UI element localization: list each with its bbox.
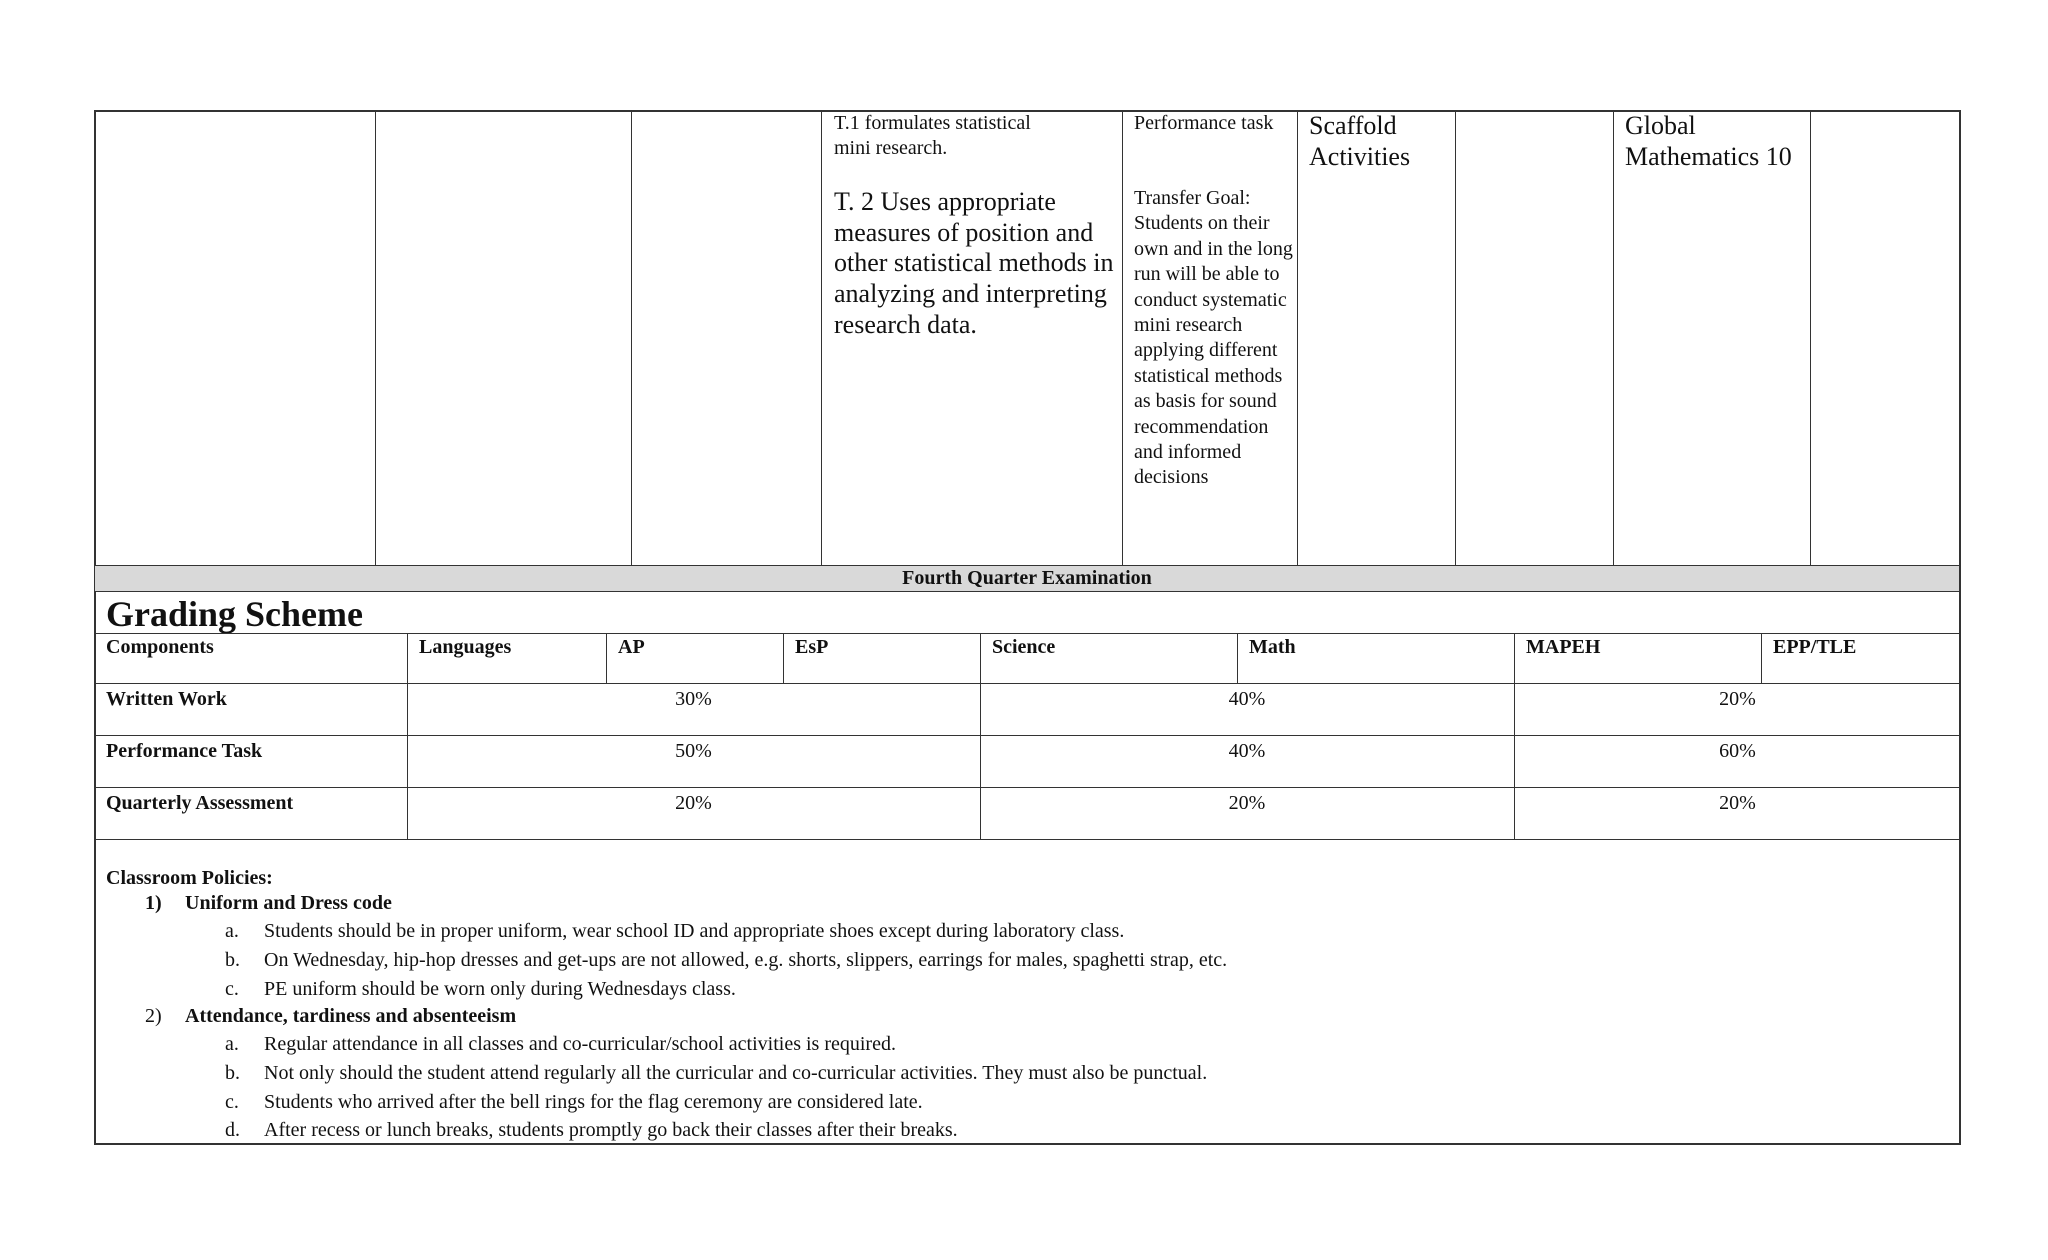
- policy-item: Students who arrived after the bell rings for the flag ceremony are considered late.: [264, 1091, 923, 1113]
- row-performance-task: Performance Task: [106, 740, 263, 762]
- row-divider: [94, 735, 1961, 736]
- policies-heading: Classroom Policies:: [106, 867, 273, 889]
- column-divider: [606, 633, 607, 683]
- row-divider: [94, 839, 1961, 840]
- standard-t1: T.1 formulates statistical mini research.: [834, 112, 1031, 160]
- policy-item: On Wednesday, hip-hop dresses and get-ups are not allowed, e.g. shorts, slippers, earrings for males, spaghetti strap, etc.: [264, 949, 1228, 971]
- header-esp: EsP: [795, 636, 829, 658]
- cell-value: 20%: [675, 792, 712, 814]
- column-divider: [1122, 110, 1123, 566]
- row-divider: [94, 591, 1961, 592]
- policy-item: Regular attendance in all classes and co-curricular/school activities is required.: [264, 1033, 896, 1055]
- list-marker: c.: [225, 978, 239, 1000]
- column-divider: [821, 110, 822, 566]
- cell-value: 60%: [1719, 740, 1756, 762]
- row-divider: [94, 633, 1961, 634]
- policy-section-title: Uniform and Dress code: [185, 892, 392, 914]
- exam-band: Fourth Quarter Examination: [95, 566, 1959, 591]
- header-ap: AP: [618, 636, 645, 658]
- column-divider: [1237, 633, 1238, 683]
- cell-value: 20%: [1228, 792, 1266, 814]
- list-marker: c.: [225, 1091, 239, 1113]
- column-divider: [1810, 110, 1811, 566]
- policy-section-number: 1): [145, 892, 162, 914]
- row-written-work: Written Work: [106, 688, 227, 710]
- list-marker: d.: [225, 1119, 240, 1141]
- row-divider: [94, 683, 1961, 684]
- cell-value: 20%: [1719, 792, 1756, 814]
- column-divider: [783, 633, 784, 683]
- column-divider: [1613, 110, 1614, 566]
- assessment-performance: Performance task: [1134, 112, 1274, 134]
- column-divider: [1761, 633, 1762, 683]
- policy-item: Not only should the student attend regularly all the curricular and co-curricular activities. They must also be punctual.: [264, 1062, 1208, 1084]
- learning-activities: Scaffold Activities: [1309, 111, 1411, 171]
- cell-value: 40%: [1228, 740, 1266, 762]
- column-divider: [631, 110, 632, 566]
- list-marker: b.: [225, 1062, 240, 1084]
- header-epp-tle: EPP/TLE: [1773, 636, 1857, 658]
- policy-item: PE uniform should be worn only during Wednesdays class.: [264, 978, 736, 1000]
- grading-scheme-title: Grading Scheme: [106, 594, 363, 634]
- column-divider: [1455, 110, 1456, 566]
- cell-value: 50%: [675, 740, 712, 762]
- transfer-goal: Transfer Goal: Students on their own and in the long run will be able to conduct systematic mini research applying different statistical methods as basis for sound recommendation and informed decisions: [1134, 187, 1293, 489]
- column-divider: [375, 110, 376, 566]
- header-mapeh: MAPEH: [1526, 636, 1601, 658]
- header-components: Components: [106, 636, 214, 658]
- policy-section-number: 2): [145, 1005, 162, 1027]
- resources: Global Mathematics 10: [1625, 111, 1792, 171]
- row-divider: [94, 787, 1961, 788]
- list-marker: b.: [225, 949, 240, 971]
- header-math: Math: [1249, 636, 1296, 658]
- header-science: Science: [992, 636, 1056, 658]
- standard-t2: T. 2 Uses appropriate measures of position and other statistical methods in analyzing and interpreting research data.: [834, 187, 1114, 339]
- policy-item: Students should be in proper uniform, wear school ID and appropriate shoes except during laboratory class.: [264, 920, 1125, 942]
- list-marker: a.: [225, 920, 239, 942]
- list-marker: a.: [225, 1033, 239, 1055]
- column-divider: [1297, 110, 1298, 566]
- cell-value: 40%: [1228, 688, 1266, 710]
- header-languages: Languages: [419, 636, 512, 658]
- policy-section-title: Attendance, tardiness and absenteeism: [185, 1005, 517, 1027]
- cell-value: 20%: [1719, 688, 1756, 710]
- row-quarterly-assessment: Quarterly Assessment: [106, 792, 294, 814]
- policy-item: After recess or lunch breaks, students promptly go back their classes after their breaks.: [264, 1119, 958, 1141]
- cell-value: 30%: [675, 688, 712, 710]
